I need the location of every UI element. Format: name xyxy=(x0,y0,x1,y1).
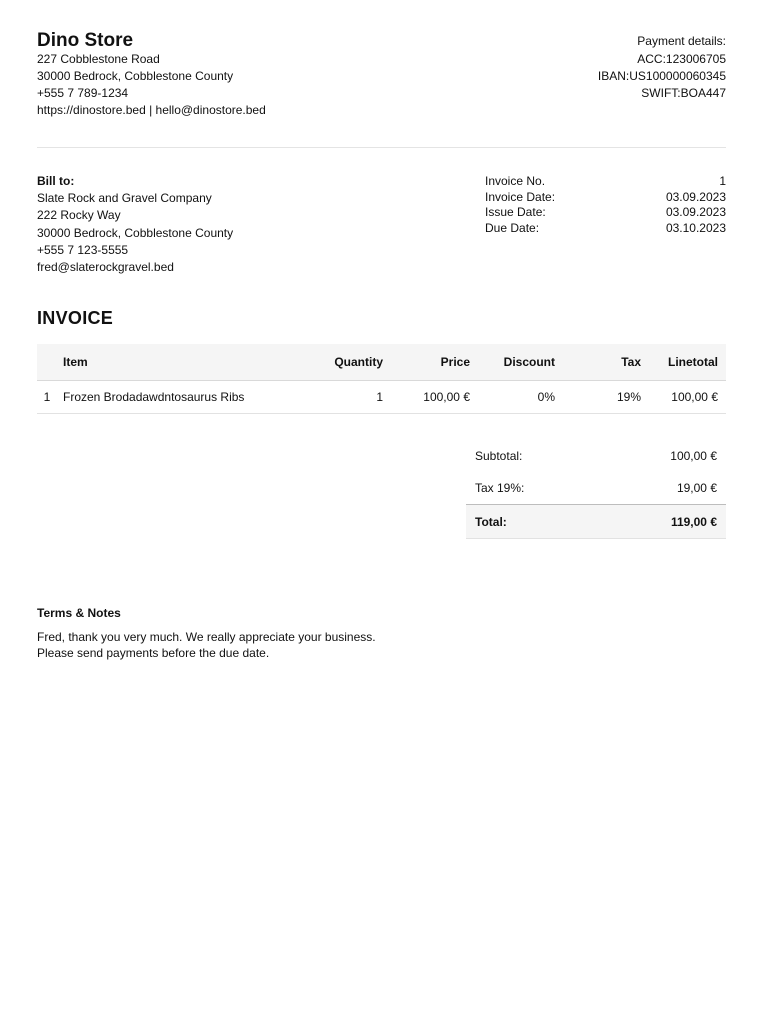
subtotal-label: Subtotal: xyxy=(475,449,523,463)
invoice-date-label: Invoice Date: xyxy=(485,189,556,204)
table-header-row xyxy=(37,344,726,381)
issue-date-row xyxy=(485,205,726,221)
header-discount: Discount xyxy=(470,344,555,381)
table-row xyxy=(37,381,726,414)
payment-iban: IBAN:US100000060345 xyxy=(597,69,726,83)
row-linetotal: 100,00 € xyxy=(641,381,726,414)
seller-phone: +555 7 789-1234 xyxy=(37,86,129,100)
row-tax: 19% xyxy=(555,381,641,414)
subtotal-value: 100,00 € xyxy=(670,449,717,463)
seller-web-email: https://dinostore.bed | hello@dinostore.bed xyxy=(37,103,266,117)
totals-block xyxy=(466,440,726,539)
invoice-date-row xyxy=(485,190,726,206)
header-linetotal: Linetotal xyxy=(641,344,726,381)
invoice-no-label: Invoice No. xyxy=(485,174,546,188)
terms-label: Terms & Notes xyxy=(37,606,121,620)
invoice-meta xyxy=(485,174,726,236)
bill-to-city: 30000 Bedrock, Cobblestone County xyxy=(37,226,234,240)
header-index xyxy=(37,344,57,381)
payment-acc: ACC:123006705 xyxy=(637,52,726,66)
seller-address-line2: 30000 Bedrock, Cobblestone County xyxy=(37,69,234,83)
header-item: Item xyxy=(57,344,303,381)
invoice-no-value: 1 xyxy=(719,174,726,188)
tax-label: Tax 19%: xyxy=(475,481,525,495)
store-name: Dino Store xyxy=(37,30,134,51)
payment-details-label: Payment details: xyxy=(637,34,726,48)
due-date-value: 03.10.2023 xyxy=(665,220,726,235)
header-price: Price xyxy=(383,344,470,381)
header-quantity: Quantity xyxy=(303,344,383,381)
tax-row xyxy=(466,472,726,504)
bill-to-phone: +555 7 123-5555 xyxy=(37,243,129,257)
bill-to-label: Bill to: xyxy=(37,174,75,188)
tax-value: 19,00 € xyxy=(676,481,717,495)
row-price: 100,00 € xyxy=(383,381,470,414)
bill-to-street: 222 Rocky Way xyxy=(37,208,121,222)
payment-swift: SWIFT:BOA447 xyxy=(641,86,726,100)
line-items-table xyxy=(37,344,726,414)
invoice-title: INVOICE xyxy=(37,308,114,328)
header-tax: Tax xyxy=(555,344,641,381)
total-value: 119,00 € xyxy=(670,514,717,529)
bill-to-email: fred@slaterockgravel.bed xyxy=(37,260,174,274)
terms-line1: Fred, thank you very much. We really appreciate your business. xyxy=(37,630,376,644)
terms-line2: Please send payments before the due date. xyxy=(37,646,270,660)
invoice-no-row xyxy=(485,174,726,190)
issue-date-value: 03.09.2023 xyxy=(665,205,726,219)
due-date-row xyxy=(485,221,726,237)
row-index: 1 xyxy=(37,381,57,414)
bill-to-company: Slate Rock and Gravel Company xyxy=(37,191,212,205)
total-label: Total: xyxy=(475,514,507,529)
header-divider xyxy=(37,147,726,148)
due-date-label: Due Date: xyxy=(485,220,540,235)
subtotal-row xyxy=(466,440,726,472)
issue-date-label: Issue Date: xyxy=(485,205,546,219)
row-item: Frozen Brodadawdntosaurus Ribs xyxy=(57,381,303,414)
seller-address-line1: 227 Cobblestone Road xyxy=(37,52,160,66)
row-discount: 0% xyxy=(470,381,555,414)
total-row xyxy=(466,504,726,539)
row-quantity: 1 xyxy=(303,381,383,414)
invoice-date-value: 03.09.2023 xyxy=(665,189,726,204)
